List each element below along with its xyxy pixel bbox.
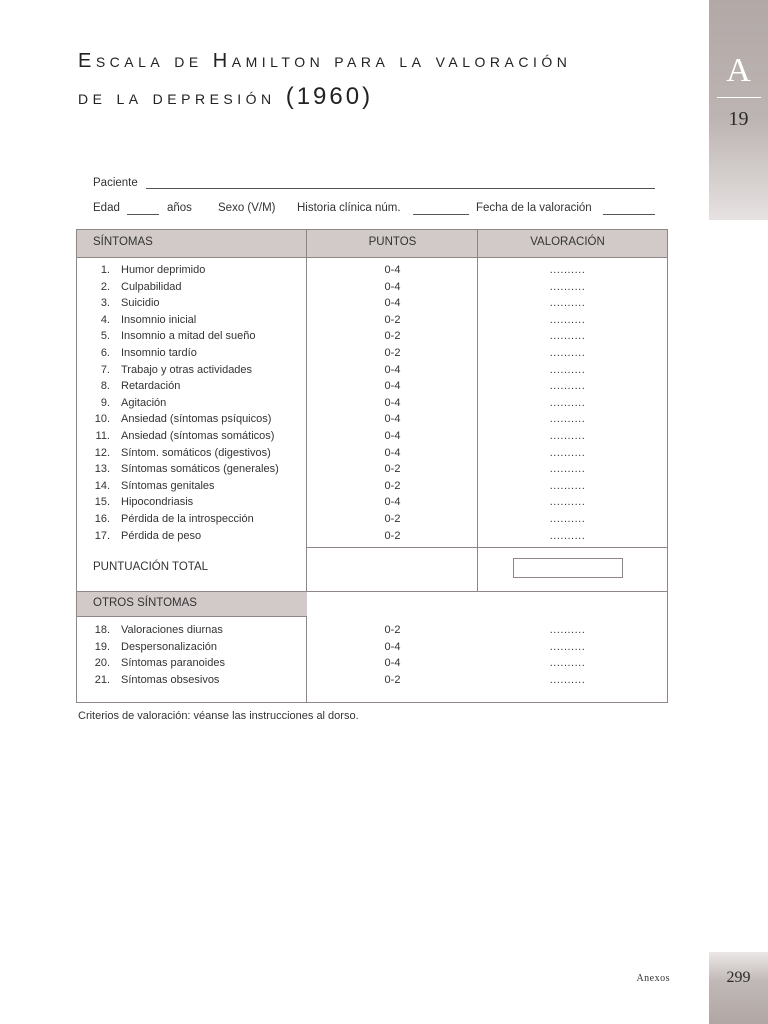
col-puntos: PUNTOS bbox=[368, 236, 417, 248]
rating-blank[interactable]: .......... bbox=[549, 430, 586, 442]
hamilton-table bbox=[76, 229, 668, 703]
points-range: 0-4 bbox=[384, 280, 401, 293]
points-range: 0-2 bbox=[384, 330, 401, 343]
table-row bbox=[77, 264, 667, 281]
row-number: 7. bbox=[100, 363, 110, 376]
points-range: 0-4 bbox=[384, 396, 401, 409]
footer-section: Anexos bbox=[636, 973, 670, 984]
table-row bbox=[77, 624, 667, 641]
symptom-name: Humor deprimido bbox=[121, 264, 206, 276]
table-row bbox=[77, 430, 667, 447]
rating-blank[interactable]: .......... bbox=[549, 264, 586, 276]
table-row bbox=[77, 281, 667, 298]
points-range: 0-4 bbox=[384, 413, 401, 426]
footnote: Criterios de valoración: véanse las instrucciones al dorso. bbox=[78, 710, 359, 722]
section-tab bbox=[709, 0, 768, 220]
table-row bbox=[77, 657, 667, 674]
symptom-name: Insomnio inicial bbox=[121, 313, 197, 326]
symptom-name: Pérdida de peso bbox=[121, 529, 202, 542]
symptom-name: Retardación bbox=[121, 380, 181, 393]
symptom-name: Agitación bbox=[121, 396, 167, 409]
rating-blank[interactable]: .......... bbox=[549, 624, 586, 636]
rating-blank[interactable]: .......... bbox=[549, 496, 586, 509]
row-number: 16. bbox=[94, 513, 110, 525]
row-number: 3. bbox=[100, 297, 110, 310]
symptom-name: Culpabilidad bbox=[121, 280, 182, 293]
col-sintomas: SÍNTOMAS bbox=[93, 236, 153, 248]
total-label: PUNTUACIÓN TOTAL bbox=[93, 561, 209, 573]
symptom-name: Síntomas genitales bbox=[121, 479, 215, 492]
rating-blank[interactable]: .......... bbox=[549, 297, 586, 310]
points-range: 0-4 bbox=[384, 363, 401, 376]
points-range: 0-4 bbox=[384, 380, 401, 393]
points-range: 0-4 bbox=[384, 657, 401, 670]
table-header bbox=[77, 230, 667, 258]
table-row bbox=[77, 347, 667, 364]
fecha-label: Fecha de la valoración bbox=[476, 202, 592, 214]
otros-label: OTROS SÍNTOMAS bbox=[93, 597, 197, 609]
anos-label: años bbox=[167, 202, 192, 214]
edad-label: Edad bbox=[93, 202, 120, 214]
row-number: 8. bbox=[100, 380, 110, 393]
row-number: 1. bbox=[100, 264, 110, 276]
points-range: 0-4 bbox=[384, 640, 401, 653]
fecha-field[interactable] bbox=[603, 214, 655, 215]
table-row bbox=[77, 330, 667, 347]
rating-blank[interactable]: .......... bbox=[549, 529, 586, 542]
row-number: 5. bbox=[100, 330, 110, 343]
symptom-name: Insomnio a mitad del sueño bbox=[121, 330, 256, 343]
row-number: 11. bbox=[95, 430, 110, 442]
row-number: 15. bbox=[94, 496, 110, 509]
symptom-name: Hipocondriasis bbox=[121, 496, 194, 509]
rating-blank[interactable]: .......... bbox=[549, 513, 586, 525]
paciente-field[interactable] bbox=[146, 188, 655, 189]
rating-blank[interactable]: .......... bbox=[549, 657, 586, 670]
page-number: 299 bbox=[726, 969, 751, 986]
points-range: 0-2 bbox=[384, 479, 401, 492]
table-row bbox=[77, 447, 667, 464]
row-number: 6. bbox=[100, 347, 110, 359]
rating-blank[interactable]: .......... bbox=[549, 396, 586, 409]
symptom-name: Síntomas obsesivos bbox=[121, 673, 220, 686]
total-input[interactable] bbox=[513, 558, 623, 578]
row-number: 13. bbox=[94, 463, 110, 476]
row-number: 20. bbox=[94, 657, 110, 670]
rating-blank[interactable]: .......... bbox=[549, 380, 586, 393]
symptom-name: Pérdida de la introspección bbox=[121, 513, 254, 525]
symptom-name: Valoraciones diurnas bbox=[121, 624, 223, 636]
rating-blank[interactable]: .......... bbox=[549, 463, 586, 476]
row-number: 17. bbox=[94, 529, 110, 542]
tab-letter: A bbox=[726, 52, 751, 89]
total-rule-top bbox=[307, 547, 667, 548]
points-range: 0-4 bbox=[384, 264, 401, 276]
title-line-1: Escala de Hamilton para la valoración bbox=[78, 50, 572, 72]
table-row bbox=[77, 463, 667, 480]
points-range: 0-2 bbox=[384, 313, 401, 326]
title-line-2-text: de la depresión bbox=[78, 87, 276, 109]
symptom-name: Despersonalización bbox=[121, 640, 217, 653]
rating-blank[interactable]: .......... bbox=[549, 330, 586, 343]
rating-blank[interactable]: .......... bbox=[549, 363, 586, 376]
points-range: 0-2 bbox=[384, 463, 401, 476]
row-number: 10. bbox=[94, 413, 110, 426]
points-range: 0-4 bbox=[384, 446, 401, 459]
row-number: 19. bbox=[94, 640, 110, 653]
tab-divider bbox=[717, 97, 761, 98]
total-rule-bottom bbox=[307, 591, 667, 592]
row-number: 14. bbox=[94, 479, 110, 492]
table-row bbox=[77, 496, 667, 513]
table-row bbox=[77, 364, 667, 381]
col-valoracion: VALORACIÓN bbox=[530, 236, 605, 248]
rating-blank[interactable]: .......... bbox=[549, 640, 586, 653]
symptom-name: Síntomas somáticos (generales) bbox=[121, 463, 279, 476]
table-row bbox=[77, 480, 667, 497]
symptom-name: Suicidio bbox=[121, 297, 160, 310]
points-range: 0-4 bbox=[384, 496, 401, 509]
points-range: 0-2 bbox=[384, 529, 401, 542]
table-row bbox=[77, 380, 667, 397]
symptom-name: Ansiedad (síntomas somáticos) bbox=[121, 430, 275, 442]
table-row bbox=[77, 413, 667, 430]
points-range: 0-2 bbox=[384, 513, 401, 525]
points-range: 0-2 bbox=[384, 673, 401, 686]
symptom-name: Síntomas paranoides bbox=[121, 657, 225, 670]
otros-header bbox=[77, 591, 307, 617]
row-number: 4. bbox=[100, 313, 110, 326]
table-row bbox=[77, 513, 667, 530]
rating-blank[interactable]: .......... bbox=[549, 413, 586, 426]
row-number: 21. bbox=[94, 673, 110, 686]
symptom-name: Ansiedad (síntomas psíquicos) bbox=[121, 413, 272, 426]
tab-number: 19 bbox=[728, 108, 749, 130]
edad-field[interactable] bbox=[127, 214, 159, 215]
symptom-name: Síntom. somáticos (digestivos) bbox=[121, 446, 271, 459]
symptom-name: Trabajo y otras actividades bbox=[121, 363, 253, 376]
table-row bbox=[77, 674, 667, 691]
title-year: (1960) bbox=[285, 83, 374, 110]
symptom-name: Insomnio tardío bbox=[121, 347, 197, 359]
sexo-label: Sexo (V/M) bbox=[218, 202, 276, 214]
rating-blank[interactable]: .......... bbox=[549, 479, 586, 492]
row-number: 18. bbox=[94, 624, 110, 636]
rating-blank[interactable]: .......... bbox=[549, 446, 586, 459]
historia-field[interactable] bbox=[413, 214, 469, 215]
rating-blank[interactable]: .......... bbox=[549, 673, 586, 686]
paciente-label: Paciente bbox=[93, 177, 138, 189]
points-range: 0-4 bbox=[384, 297, 401, 310]
title-line-2 bbox=[78, 79, 698, 116]
table-row bbox=[77, 397, 667, 414]
table-row bbox=[77, 314, 667, 331]
table-row bbox=[77, 530, 667, 547]
historia-label: Historia clínica núm. bbox=[297, 202, 401, 214]
points-range: 0-2 bbox=[384, 347, 401, 359]
row-number: 9. bbox=[100, 396, 110, 409]
points-range: 0-4 bbox=[384, 430, 401, 442]
page-title bbox=[78, 43, 698, 116]
points-range: 0-2 bbox=[384, 624, 401, 636]
table-row bbox=[77, 641, 667, 658]
rating-blank[interactable]: .......... bbox=[549, 313, 586, 326]
page-number-tab bbox=[709, 952, 768, 1024]
table-row bbox=[77, 297, 667, 314]
row-number: 12. bbox=[94, 446, 110, 459]
row-number: 2. bbox=[100, 280, 110, 293]
rating-blank[interactable]: .......... bbox=[549, 280, 586, 293]
rating-blank[interactable]: .......... bbox=[549, 347, 586, 359]
